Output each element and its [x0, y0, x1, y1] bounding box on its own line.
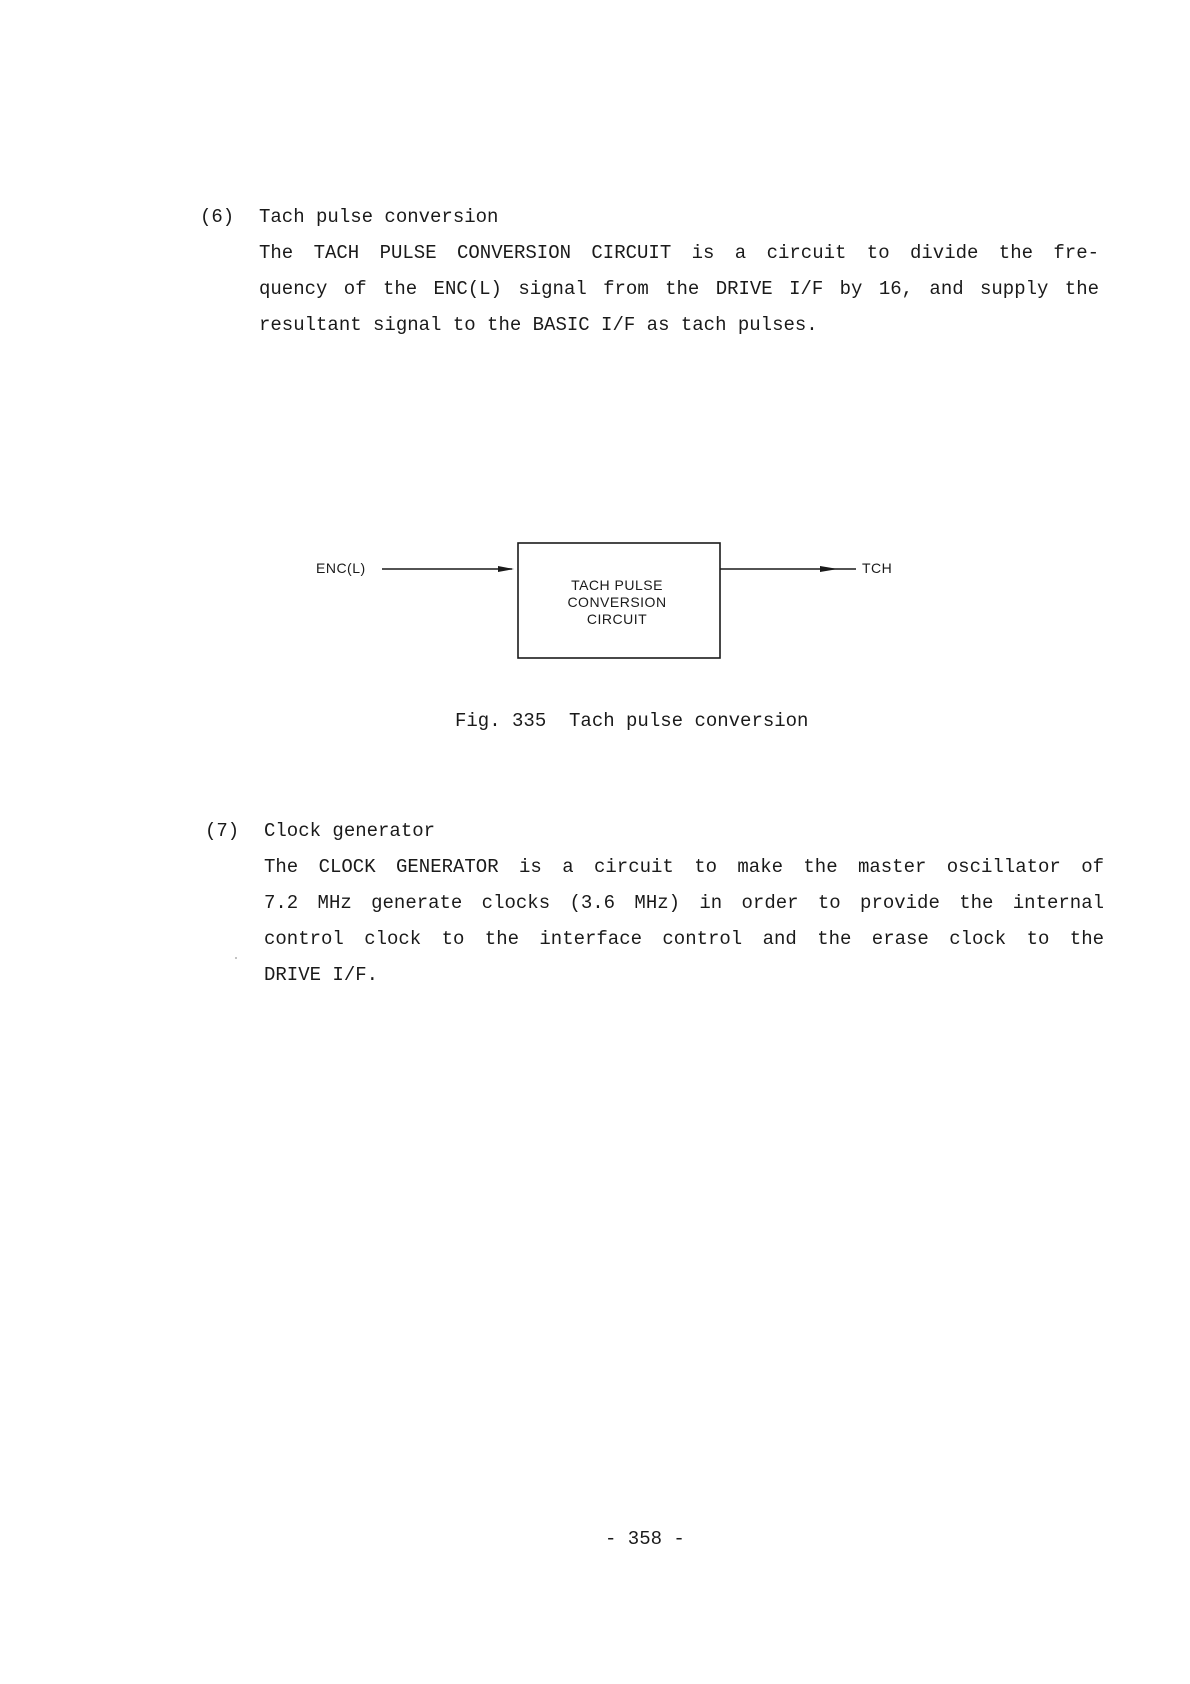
paragraph-line: resultant signal to the BASIC I/F as tach pulses. — [259, 314, 818, 336]
paragraph-line: 7.2 MHz generate clocks (3.6 MHz) in order to provide the internal — [264, 892, 1104, 914]
input-label: ENC(L) — [316, 560, 366, 576]
box-label-line: CIRCUIT — [586, 611, 648, 627]
section-number: (6) — [200, 206, 235, 228]
circuit-box-label — [517, 577, 717, 628]
paragraph-line: The CLOCK GENERATOR is a circuit to make the master oscillator of — [264, 856, 1104, 878]
paragraph-line: control clock to the interface control and the erase clock to the — [264, 928, 1104, 950]
paragraph-line: DRIVE I/F. — [264, 964, 379, 986]
page-number: - 358 - — [605, 1528, 685, 1550]
figure-caption: Fig. 335 Tach pulse conversion — [455, 710, 809, 732]
section-title: Tach pulse conversion — [259, 206, 499, 228]
output-label: TCH — [862, 560, 893, 576]
section-number: (7) — [205, 820, 240, 842]
box-label-line: CONVERSION — [567, 594, 667, 610]
output-arrowhead — [820, 566, 838, 572]
paragraph-line: The TACH PULSE CONVERSION CIRCUIT is a circuit to divide the fre- — [259, 242, 1099, 264]
paragraph-line: quency of the ENC(L) signal from the DRIVE I/F by 16, and supply the — [259, 278, 1099, 300]
input-arrowhead — [498, 566, 514, 572]
box-label-line: TACH PULSE — [571, 577, 663, 593]
section-title: Clock generator — [264, 820, 436, 842]
tach-pulse-block-diagram — [300, 530, 920, 670]
scan-speck — [235, 957, 237, 959]
